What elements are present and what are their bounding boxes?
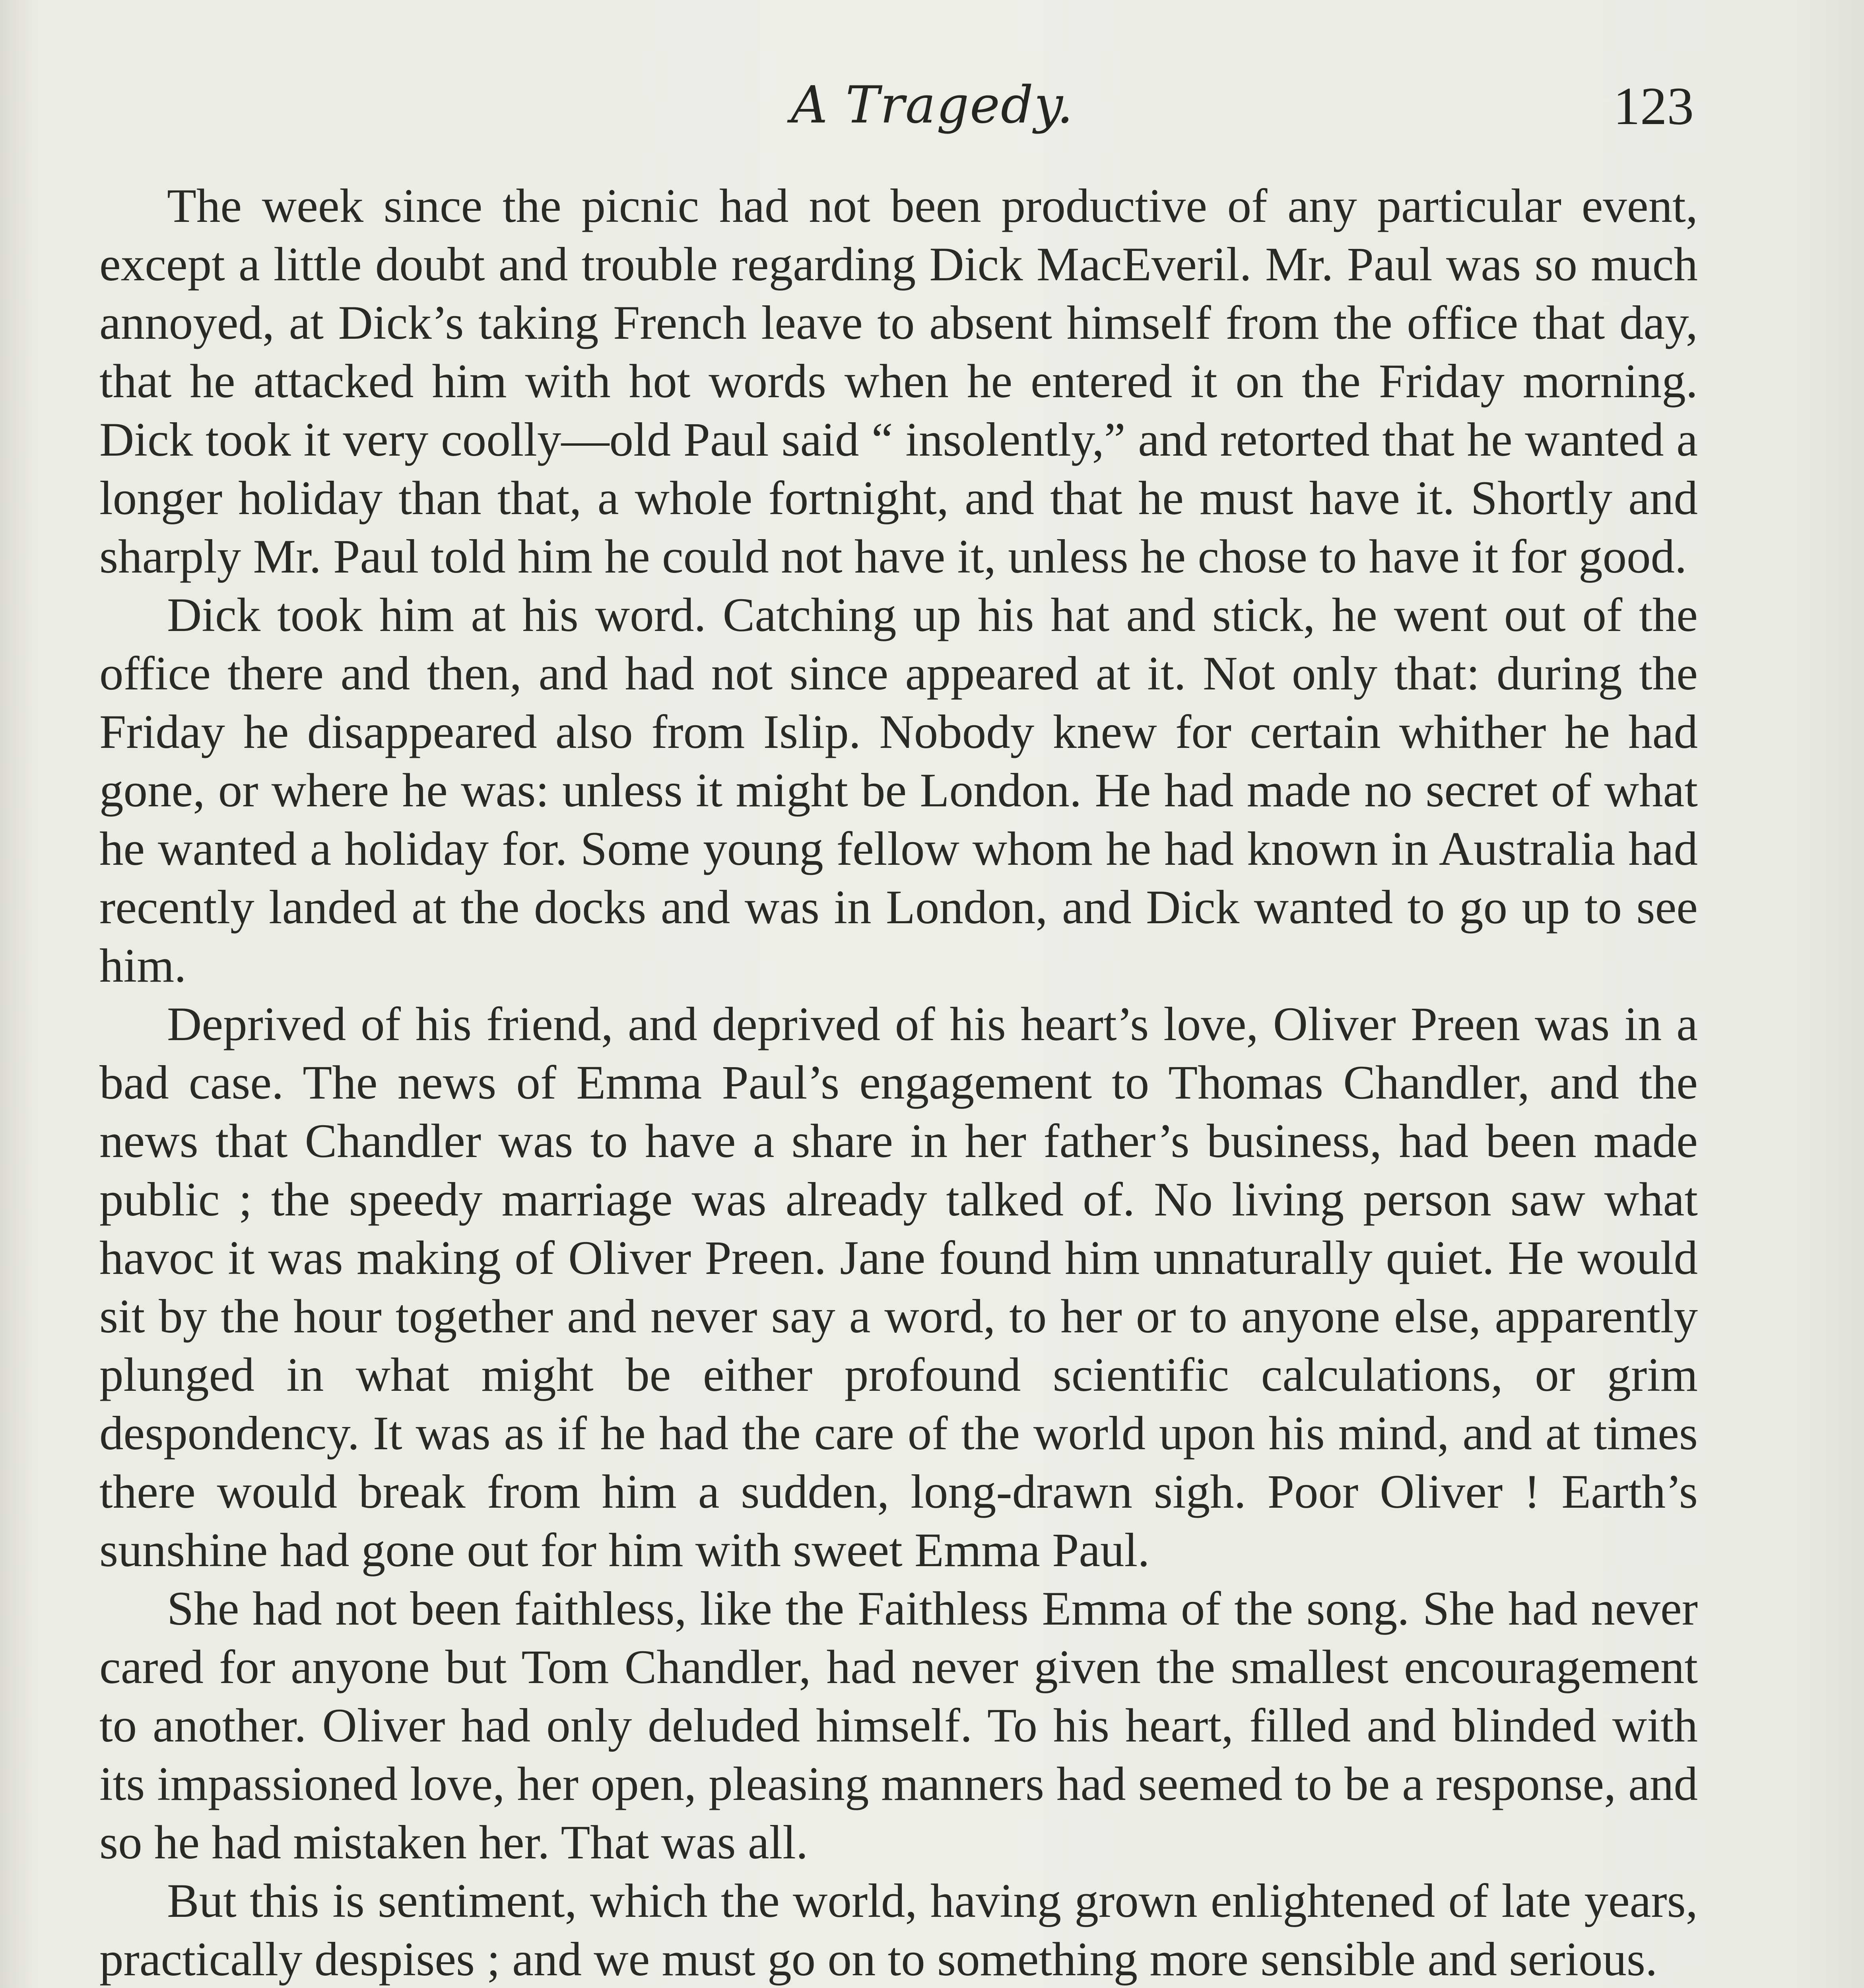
paragraph: But this is sentiment, which the world, having grown enlightened of late years, practically despises ; and we must go on to something more sensible and serious. [99,1874,1698,1986]
body-text [99,177,1698,1988]
page-number: 123 [1613,77,1694,136]
paragraph: Dick took him at his word. Catching up his hat and stick, he went out of the office there and then, and had not since appeared at it. Not only that: during the Friday he disappeared also from Islip. Nobody knew for certain whither he had gone, or where he was: unless it might be London. He had made no secret of what he wanted a holiday for. Some young fellow whom he had known in Australia had recently landed at the docks and was in London, and Dick wanted to go up to see him. [99,588,1698,992]
running-title: A Tragedy. [791,76,1074,135]
paragraph: The week since the picnic had not been productive of any particular event, except a little doubt and trouble regarding Dick MacEveril. Mr. Paul was so much annoyed, at Dick’s taking French leave to absent himself from the office that day, that he attacked him with hot words when he entered it on the Friday morning. Dick took it very coolly—old Paul said “ insolently,” and retorted that he wanted a longer holiday than that, a whole fortnight, and that he must have it. Shortly and sharply Mr. Paul told him he could not have it, unless he chose to have it for good. [99,179,1698,583]
paragraph: Deprived of his friend, and deprived of his heart’s love, Oliver Preen was in a bad case. The news of Emma Paul’s engagement to Thomas Chandler, and the news that Chandler was to have a share in her father’s business, had been made public ; the speedy marriage was already talked of. No living person saw what havoc it was making of Oliver Preen. Jane found him unnaturally quiet. He would sit by the hour together and never say a word, to her or to anyone else, apparently plunged in what might be either profound scientific calculations, or grim despondency. It was as if he had the care of the world upon his mind, and at times there would break from him a sudden, long-drawn sigh. Poor Oliver ! Earth’s sunshine had gone out for him with sweet Emma Paul. [99,998,1698,1577]
paragraph: She had not been faithless, like the Faithless Emma of the song. She had never cared for anyone but Tom Chandler, had never given the smallest encouragement to another. Oliver had only deluded himself. To his heart, filled and blinded with its impassioned love, her open, pleasing manners had seemed to be a response, and so he had mistaken her. That was all. [99,1582,1698,1869]
page-header [171,60,1694,163]
